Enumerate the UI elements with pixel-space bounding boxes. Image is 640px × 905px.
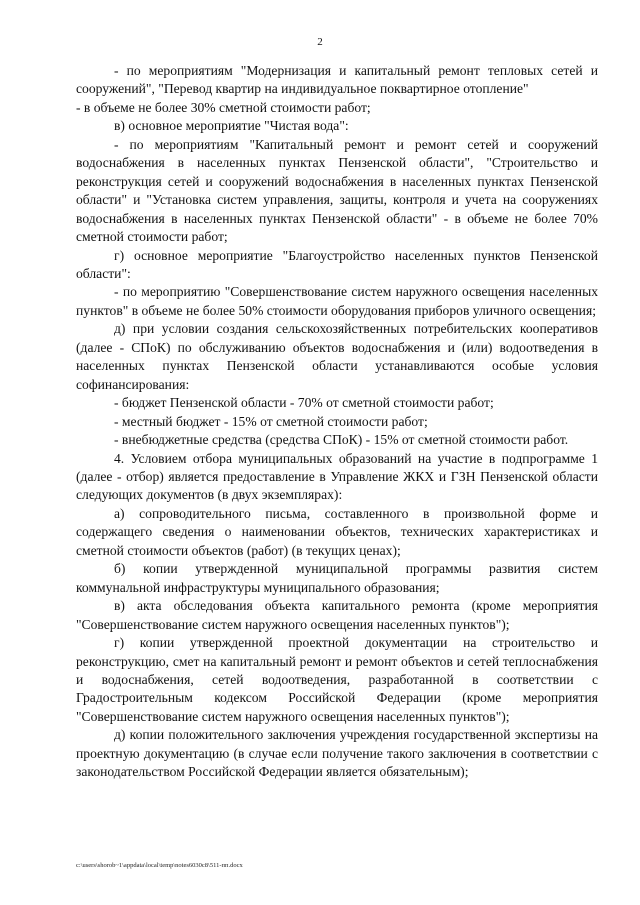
document-body (76, 62, 598, 782)
paragraph: - по мероприятиям "Модернизация и капитальный ремонт тепловых сетей и сооружений", "Перевод квартир на индивидуальное поквартирное отопление" (76, 63, 598, 97)
paragraph: 4. Условием отбора муниципальных образований на участие в подпрограмме 1 (далее - отбор) является предоставление в Управление ЖКХ и ГЗН Пензенской области следующих документов (в двух экземплярах): (76, 450, 598, 503)
paragraph: г) основное мероприятие "Благоустройство населенных пунктов Пензенской области": (76, 247, 598, 281)
paragraph: а) сопроводительного письма, составленного в произвольной форме и содержащего сведения о наименовании объектов, технических характеристиках и сметной стоимости объектов (работ) (в текущих ценах); (76, 505, 598, 558)
paragraph: д) при условии создания сельскохозяйственных потребительских кооперативов (далее - СПоК) по обслуживанию объектов водоснабжения и (или) водоотведения в населенных пунктах Пензенской области устанавливаются особые условия софинансирования: (76, 321, 598, 392)
paragraph: - бюджет Пензенской области - 70% от сметной стоимости работ; (114, 395, 494, 411)
footer-file-path: c:\users\shorob~1\appdata\local\temp\notes6030c8\511-пп.docx (76, 862, 243, 869)
paragraph: д) копии положительного заключения учреждения государственной экспертизы на проектную документацию (в случае если получение такого заключения в соответствии с законодательством Российской Федерации является обязательным); (76, 727, 598, 780)
page-number: 2 (317, 36, 323, 48)
paragraph: в) основное мероприятие "Чистая вода": (114, 118, 349, 134)
paragraph: в) акта обследования объекта капитального ремонта (кроме мероприятия "Совершенствование систем наружного освещения населенных пунктов"); (76, 598, 598, 632)
paragraph: - по мероприятию "Совершенствование систем наружного освещения населенных пунктов" в объеме не более 50% стоимости оборудования приборов уличного освещения; (76, 284, 598, 318)
paragraph: - местный бюджет - 15% от сметной стоимости работ; (114, 413, 428, 429)
paragraph: б) копии утвержденной муниципальной программы развития систем коммунальной инфраструктуры муниципального образования; (76, 561, 598, 595)
paragraph: - внебюджетные средства (средства СПоК) - 15% от сметной стоимости работ. (114, 432, 569, 448)
paragraph: - в объеме не более 30% сметной стоимости работ; (76, 99, 371, 115)
paragraph: - по мероприятиям "Капитальный ремонт и ремонт сетей и сооружений водоснабжения в населенных пунктах Пензенской области", "Строительство и реконструкция сетей и сооружений водоснабжения в населенных пунктах Пензенской области" и "Установка систем управления, защиты, контроля и учета на сооружениях водоснабжения в населенных пунктах Пензенской области" - в объеме не более 70% сметной стоимости работ; (76, 136, 598, 245)
paragraph: г) копии утвержденной проектной документации на строительство и реконструкцию, смет на капитальный ремонт и ремонт объектов и сетей теплоснабжения и водоснабжения, сетей водоотведения, разработанной в соответствии с Градостроительным кодексом Российской Федерации (кроме мероприятия "Совершенствование систем наружного освещения населенных пунктов"); (76, 635, 598, 724)
